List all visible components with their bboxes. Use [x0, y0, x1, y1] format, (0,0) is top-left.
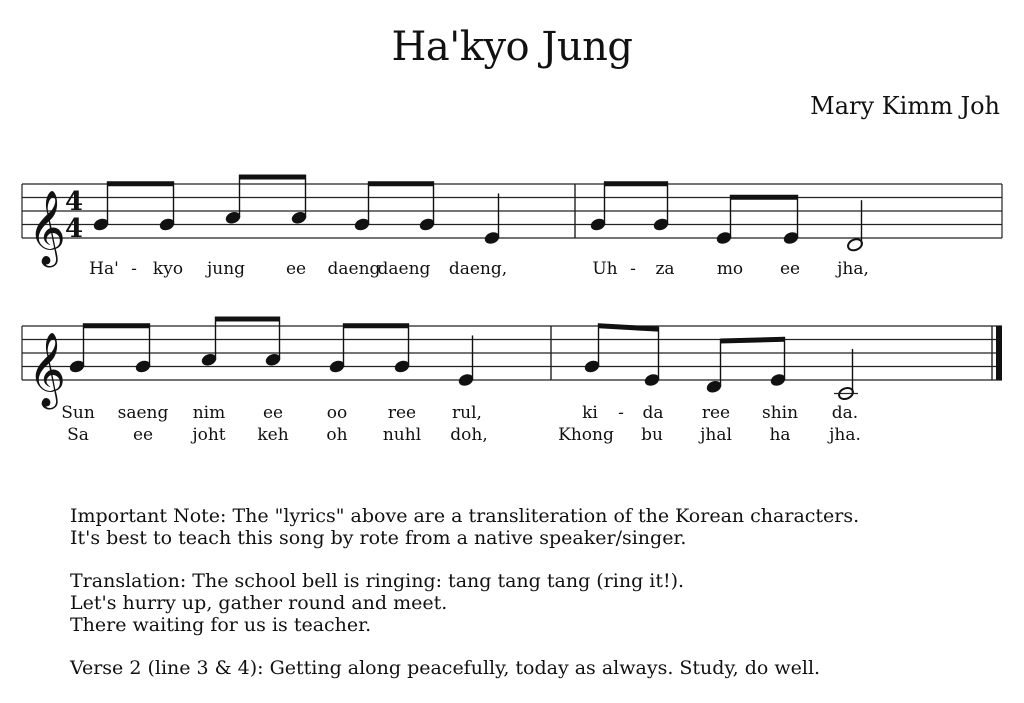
lyric-syllable: ee: [132, 425, 154, 445]
beam: [108, 181, 174, 186]
beam: [240, 175, 306, 180]
lyric-syllable: Sa: [67, 425, 89, 445]
notes-block: [70, 505, 859, 679]
translation-line-1: Translation: The school bell is ringing: tang tang tang (ring it!).: [70, 570, 685, 592]
lyric-syllable: da: [642, 403, 664, 423]
lyric-syllable: mo: [716, 259, 744, 279]
lyric-syllable: keh: [257, 425, 289, 445]
beam: [344, 323, 409, 328]
beam: [605, 181, 668, 186]
beam: [369, 181, 434, 186]
lyric-syllable: nim: [192, 403, 226, 423]
lyric-syllable: rul,: [452, 403, 482, 423]
lyric-syllable: ree: [387, 403, 417, 423]
translation-line-3: There waiting for us is teacher.: [70, 614, 372, 636]
lyric-syllable: saeng: [117, 403, 169, 423]
final-barline-thick: [996, 326, 1002, 380]
treble-clef-icon: 𝄞: [28, 191, 66, 265]
lyric-syllable: Uh: [592, 259, 618, 279]
beam: [599, 323, 659, 331]
beam: [731, 195, 798, 200]
beam: [216, 317, 280, 322]
note-line-2: It's best to teach this song by rote from a native speaker/singer.: [70, 527, 687, 549]
lyric-syllable: ree: [701, 403, 731, 423]
lyric-syllable: kyo: [152, 259, 184, 279]
staff-system-1: [22, 175, 1002, 279]
lyric-syllable: jha,: [837, 259, 869, 279]
lyric-syllable: ha: [769, 425, 791, 445]
lyric-syllable: jung: [206, 259, 246, 279]
lyric-syllable: oo: [326, 403, 348, 423]
lyric-syllable: shin: [761, 403, 799, 423]
lyric-syllable: Ha': [89, 259, 119, 279]
verse-2-note: Verse 2 (line 3 & 4): Getting along peacefully, today as always. Study, do well.: [70, 657, 821, 679]
beam: [84, 323, 150, 328]
lyric-syllable: bu: [641, 425, 663, 445]
lyric-syllable: daeng: [327, 259, 381, 279]
lyric-syllable: jhal: [700, 425, 732, 445]
lyric-syllable: ee: [779, 259, 801, 279]
lyric-syllable: Sun: [61, 403, 95, 423]
beam: [721, 337, 785, 344]
lyric-syllable: ki: [582, 403, 598, 423]
lyric-syllable: joht: [192, 425, 226, 445]
time-signature-top: 4: [64, 187, 84, 217]
note-line-1: Important Note: The "lyrics" above are a transliteration of the Korean characters.: [70, 505, 860, 527]
lyric-syllable: za: [655, 259, 675, 279]
lyric-syllable: Khong: [558, 425, 614, 445]
lyric-syllable: ee: [262, 403, 284, 423]
lyric-syllable: daeng: [377, 259, 431, 279]
lyric-syllable: daeng,: [448, 259, 508, 279]
lyric-syllable: nuhl: [382, 425, 422, 445]
lyric-syllable: doh,: [450, 425, 488, 445]
composer-name: Mary Kimm Joh: [810, 92, 1000, 120]
lyric-syllable: da.: [831, 403, 859, 423]
lyric-hyphen: -: [131, 259, 137, 279]
song-title: Ha'kyo Jung: [391, 24, 633, 70]
lyric-hyphen: -: [618, 403, 624, 423]
treble-clef-icon: 𝄞: [28, 333, 66, 407]
lyric-syllable: ee: [285, 259, 307, 279]
lyric-syllable: jha.: [829, 425, 861, 445]
lyric-hyphen: -: [630, 259, 636, 279]
time-signature-bottom: 4: [64, 214, 84, 244]
staff-system-2: [22, 317, 1002, 445]
translation-line-2: Let's hurry up, gather round and meet.: [70, 592, 448, 614]
lyric-syllable: oh: [326, 425, 348, 445]
